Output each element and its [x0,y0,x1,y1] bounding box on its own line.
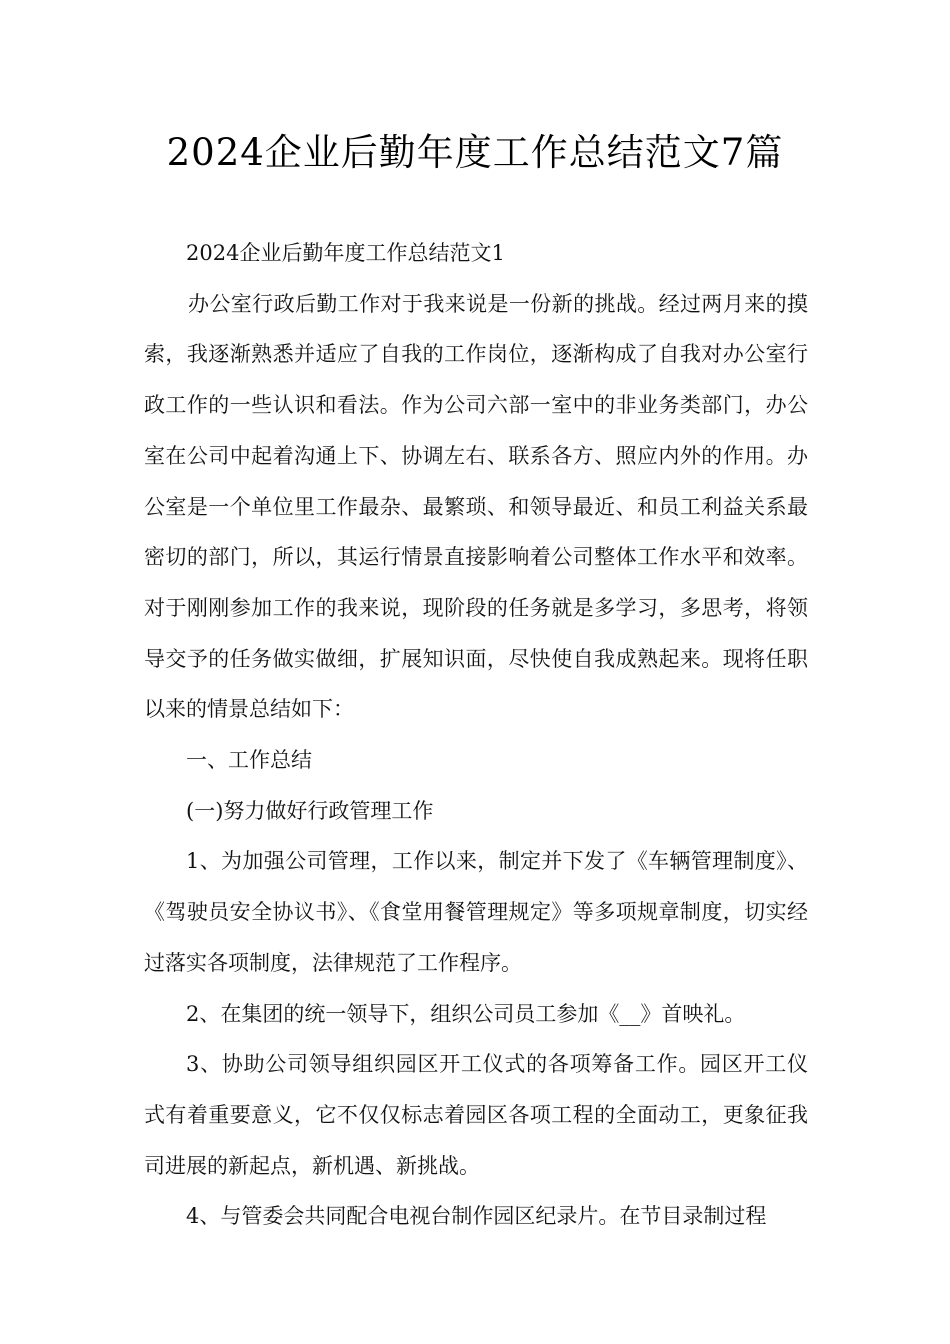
list-item: 1、为加强公司管理，工作以来，制定并下发了《车辆管理制度》、《驾驶员安全协议书》、《食堂用餐管理规定》等多项规章制度，切实经过落实各项制度，法律规范了工作程序。 [144,849,808,975]
document-title: 2024企业后勤年度工作总结范文7篇 [166,131,784,174]
section-heading: 一、工作总结 [186,748,312,773]
document-body [144,228,808,1242]
list-item: 4、与管委会共同配合电视台制作园区纪录片。在节目录制过程 [186,1204,767,1229]
list-item: 2、在集团的统一领导下，组织公司员工参加《__》首映礼。 [186,1001,746,1026]
body-paragraph: 办公室行政后勤工作对于我来说是一份新的挑战。经过两月来的摸索，我逐渐熟悉并适应了自我的工作岗位，逐渐构成了自我对办公室行政工作的一些认识和看法。作为公司六部一室中的非业务类部门，办公室在公司中起着沟通上下、协调左右、联系各方、照应内外的作用。办公室是一个单位里工作最杂、最繁琐、和领导最近、和员工利益关系最密切的部门，所以，其运行情景直接影响着公司整体工作水平和效率。对于刚刚参加工作的我来说，现阶段的任务就是多学习，多思考，将领导交予的任务做实做细，扩展知识面，尽快使自我成熟起来。现将任职以来的情景总结如下： [144,291,808,722]
section-heading: 2024企业后勤年度工作总结范文1 [186,241,505,265]
list-item: 3、协助公司领导组织园区开工仪式的各项筹备工作。园区开工仪式有着重要意义，它不仅仅标志着园区各项工程的全面动工，更象征我司进展的新起点，新机遇、新挑战。 [144,1052,808,1178]
subsection-heading: (一)努力做好行政管理工作 [186,798,434,823]
